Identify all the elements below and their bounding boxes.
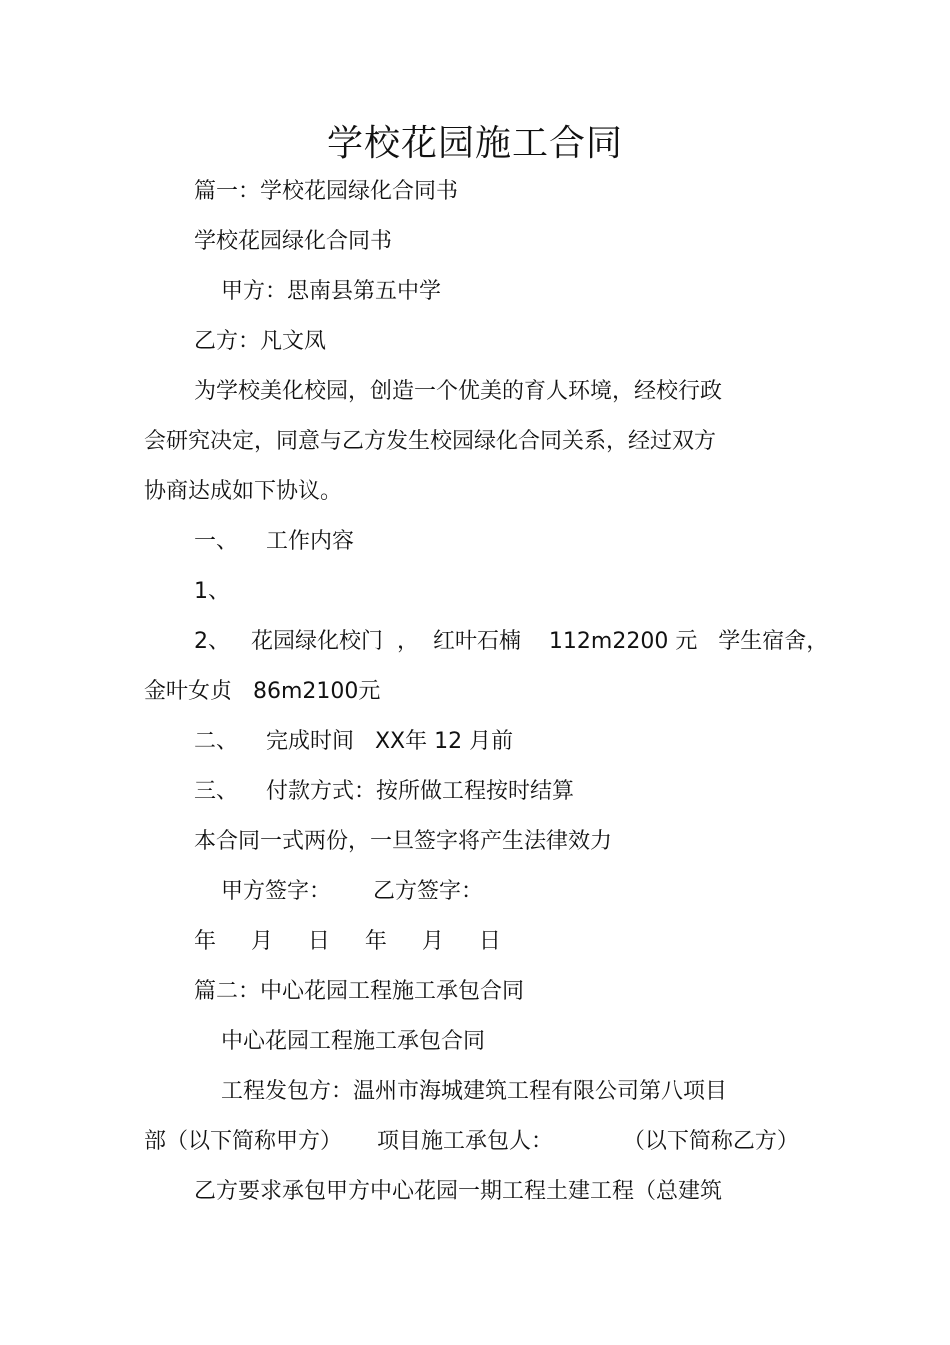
section-payment-method: 三、 付款方式：按所做工程按时结算: [194, 779, 574, 804]
intro-paragraph-line-1: 为学校美化校园，创造一个优美的育人环境，经校行政: [194, 379, 723, 404]
party-b: 乙方：凡文凤: [194, 329, 327, 354]
signature-line: 甲方签字： 乙方签字：: [221, 879, 483, 904]
item-1: 1、: [194, 579, 230, 604]
intro-paragraph-line-3: 协商达成如下协议。: [144, 479, 343, 504]
date-line: 年 月 日 年 月 日: [194, 929, 501, 954]
contract-copies-note: 本合同一式两份，一旦签字将产生法律效力: [194, 829, 613, 854]
employer-line-1: 工程发包方：温州市海城建筑工程有限公司第八项目: [221, 1079, 728, 1104]
party-a: 甲方：思南县第五中学: [221, 279, 442, 304]
section-work-content: 一、 工作内容: [194, 529, 354, 554]
part-one-heading: 篇一：学校花园绿化合同书: [194, 179, 459, 204]
item-2-line-2: 金叶女贞 86m2100元: [144, 679, 381, 704]
part-two-subtitle: 中心花园工程施工承包合同: [221, 1029, 486, 1054]
contract-subtitle: 学校花园绿化合同书: [194, 229, 393, 254]
part-two-heading: 篇二：中心花园工程施工承包合同: [194, 979, 525, 1004]
item-2-line-1: 2、 花园绿化校门 ， 红叶石楠 112m2200 元 学生宿舍，: [194, 629, 829, 654]
section-completion-time: 二、 完成时间 XX年 12 月前: [194, 729, 514, 754]
intro-paragraph-line-2: 会研究决定，同意与乙方发生校园绿化合同关系，经过双方: [144, 429, 717, 454]
employer-line-2: 部（以下简称甲方） 项目施工承包人： （以下简称乙方）: [144, 1129, 799, 1154]
scope-paragraph-line-1: 乙方要求承包甲方中心花园一期工程土建工程（总建筑: [194, 1179, 723, 1204]
document-title: 学校花园施工合同: [326, 123, 623, 164]
